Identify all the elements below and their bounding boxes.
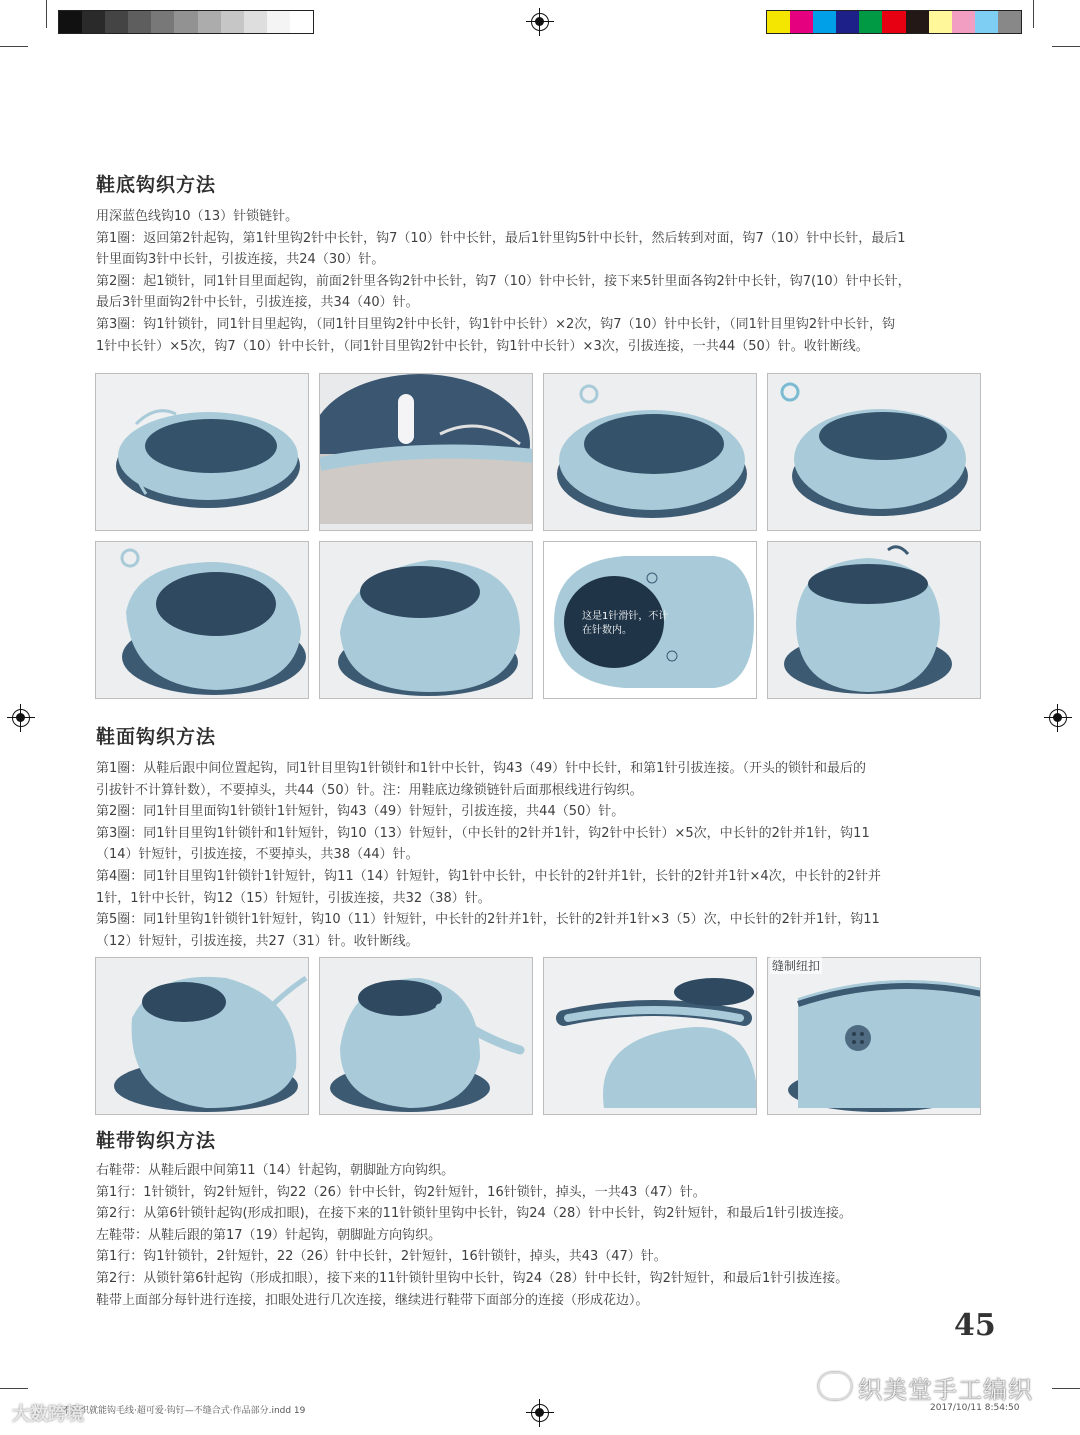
- watermark-right: 织美堂手工编织: [858, 1376, 1033, 1404]
- instruction-line: 第4圈：同1针目里钩1针锁针1针短针，钩11（14）针短针，钩1针中长针，中长针的2针并1针，长针的2针并1针×4次，中长针的2针并: [96, 868, 881, 884]
- trim-mark: [0, 1388, 28, 1389]
- instruction-line: 左鞋带：从鞋后跟的第17（19）针起钩，朝脚趾方向钩织。: [96, 1227, 442, 1243]
- color-swatch: [813, 11, 836, 33]
- gray-swatch: [105, 11, 128, 33]
- instruction-line: （14）针短针，引拔连接，不要掉头，共38（44）针。: [96, 847, 419, 863]
- trim-mark: [0, 46, 28, 47]
- instruction-line: 针里面钩3针中长针，引拔连接，共24（30）针。: [96, 252, 385, 268]
- photo-sole-step: [767, 541, 981, 699]
- gray-swatch: [244, 11, 267, 33]
- color-swatch: [790, 11, 813, 33]
- trim-mark: [46, 0, 47, 28]
- photo-sole-step: [543, 373, 757, 531]
- photo-button-sewn: [767, 957, 981, 1115]
- instruction-line: 第2行：从锁针第6针起钩（形成扣眼），接下来的11针锁针里钩中长针，钩24（28）针中长针，钩2针短针，和最后1针引拔连接。: [96, 1270, 849, 1286]
- gray-swatch: [221, 11, 244, 33]
- registration-mark-bottom: [531, 1404, 549, 1422]
- color-swatch: [998, 11, 1021, 33]
- instruction-line: 用深蓝色线钩10（13）针锁链针。: [96, 209, 299, 224]
- photo-sole-step: [95, 373, 309, 531]
- section-title-sole: 鞋底钩织方法: [96, 174, 217, 196]
- color-calibration-bar: [766, 10, 1022, 34]
- color-swatch: [836, 11, 859, 33]
- instruction-line: 第2行：从第6针锁针起钩(形成扣眼)，在接下来的11针锁针里钩中长针，钩24（28）针中长针，钩2针短针，和最后1针引拔连接。: [96, 1206, 852, 1222]
- footer-timestamp: 2017/10/11 8:54:50: [930, 1403, 1020, 1413]
- sole-instructions: [96, 206, 996, 357]
- gray-swatch: [82, 11, 105, 33]
- gray-swatch: [174, 11, 197, 33]
- photo-sole-step: [95, 541, 309, 699]
- photo-label: 缝制纽扣: [772, 959, 821, 973]
- section-title-strap: 鞋带钩织方法: [96, 1130, 217, 1152]
- registration-mark-top: [531, 13, 549, 31]
- color-swatch: [929, 11, 952, 33]
- instruction-line: 引拔针不计算针数），不要掉头，共44（50）针。注：用鞋底边缘锁链针后面那根线进行钩织。: [96, 782, 643, 798]
- photo-sole-step: [767, 373, 981, 531]
- instruction-line: 第1行：钩1针锁针，2针短针，22（26）针中长针，2针短针，16针锁针，掉头，共43（47）针。: [96, 1249, 667, 1265]
- instruction-line: 第1圈：返回第2针起钩，第1针里钩2针中长针，钩7（10）针中长针，最后1针里钩5针中长针，然后转到对面，钩7（10）针中长针，最后1: [96, 230, 906, 246]
- instruction-line: 第2圈：起1锁针，同1针目里面起钩，前面2针里各钩2针中长针，钩7（10）针中长针，接下来5针里面各钩2针中长针，钩7(10）针中长针，: [96, 273, 911, 289]
- instruction-line: 第2圈：同1针目里面钩1针锁针1针短针，钩43（49）针短针，引拔连接，共44（50）针。: [96, 804, 625, 820]
- instruction-line: 第3圈：钩1针锁针，同1针目里起钩，（同1针目里钩2针中长针，钩1针中长针）×2次，钩7（10）针中长针，（同1针目里钩2针中长针，钩: [96, 316, 896, 332]
- instruction-line: 右鞋带：从鞋后跟中间第11（14）针起钩，朝脚趾方向钩织。: [96, 1163, 455, 1178]
- photo-sole-step: [319, 541, 533, 699]
- gray-swatch: [290, 11, 313, 33]
- instruction-line: 1针中长针）×5次，钩7（10）针中长针，（同1针目里钩2针中长针，钩1针中长针）×3次，引拔连接，一共44（50）针。收针断线。: [96, 338, 869, 354]
- instruction-line: 第5圈：同1针里钩1针锁针1针短针，钩10（11）针短针，中长针的2针并1针，长针的2针并1针×3（5）次，中长针的2针并1针，钩11: [96, 912, 880, 928]
- photo-strap-closeup: [543, 957, 757, 1115]
- gray-swatch: [151, 11, 174, 33]
- instruction-line: 第3圈：同1针目里钩1针锁针和1针短针，钩10（13）针短针，（中长针的2针并1针，钩2针中长针）×5次，中长针的2针并1针，钩11: [96, 825, 870, 841]
- section-title-upper: 鞋面钩织方法: [96, 726, 217, 748]
- trim-mark: [1033, 0, 1034, 28]
- trim-mark: [1052, 1388, 1080, 1389]
- color-swatch: [952, 11, 975, 33]
- trim-mark: [1052, 46, 1080, 47]
- instruction-line: 鞋带上面部分每针进行连接，扣眼处进行几次连接，继续进行鞋带下面部分的连接（形成花边）。: [96, 1292, 649, 1308]
- photo-strap-step: [95, 957, 309, 1115]
- photo-sole-step: [319, 373, 533, 531]
- color-swatch: [882, 11, 905, 33]
- gray-swatch: [59, 11, 82, 33]
- registration-mark-left: [12, 709, 30, 727]
- instruction-line: 1针，1针中长针，钩12（15）针短针，引拔连接，共32（38）针。: [96, 890, 491, 906]
- page-number: 45: [954, 1308, 996, 1343]
- instruction-line: 最后3针里面钩2针中长针，引拔连接，共34（40）针。: [96, 295, 419, 311]
- gray-swatch: [198, 11, 221, 33]
- color-swatch: [767, 11, 790, 33]
- wechat-icon: [818, 1372, 852, 1400]
- upper-instructions: [96, 758, 996, 952]
- instruction-line: 第1行：1针锁针，钩2针短针，钩22（26）针中长针，钩2针短针，16针锁针，掉头，一共43（47）针。: [96, 1184, 706, 1200]
- photo-annotation: 这是1针滑针，不计在针数内。: [582, 611, 669, 636]
- gray-swatch: [128, 11, 151, 33]
- grayscale-calibration-bar: [58, 10, 314, 34]
- footer-file-name: 不用织就能钩毛线·超可爱·钩钉—不缝合式·作品部分.indd 19: [62, 1406, 306, 1416]
- instruction-line: （12）针短针，引拔连接，共27（31）针。收针断线。: [96, 933, 419, 949]
- color-swatch: [906, 11, 929, 33]
- watermark-left: 大数跨境: [12, 1404, 84, 1425]
- color-swatch: [859, 11, 882, 33]
- registration-mark-right: [1049, 709, 1067, 727]
- strap-instructions: [96, 1160, 996, 1311]
- color-swatch: [975, 11, 998, 33]
- instruction-line: 第1圈：从鞋后跟中间位置起钩，同1针目里钩1针锁针和1针中长针，钩43（49）针中长针，和第1针引拔连接。（开头的锁针和最后的: [96, 761, 866, 776]
- gray-swatch: [267, 11, 290, 33]
- photo-strap-step: [319, 957, 533, 1115]
